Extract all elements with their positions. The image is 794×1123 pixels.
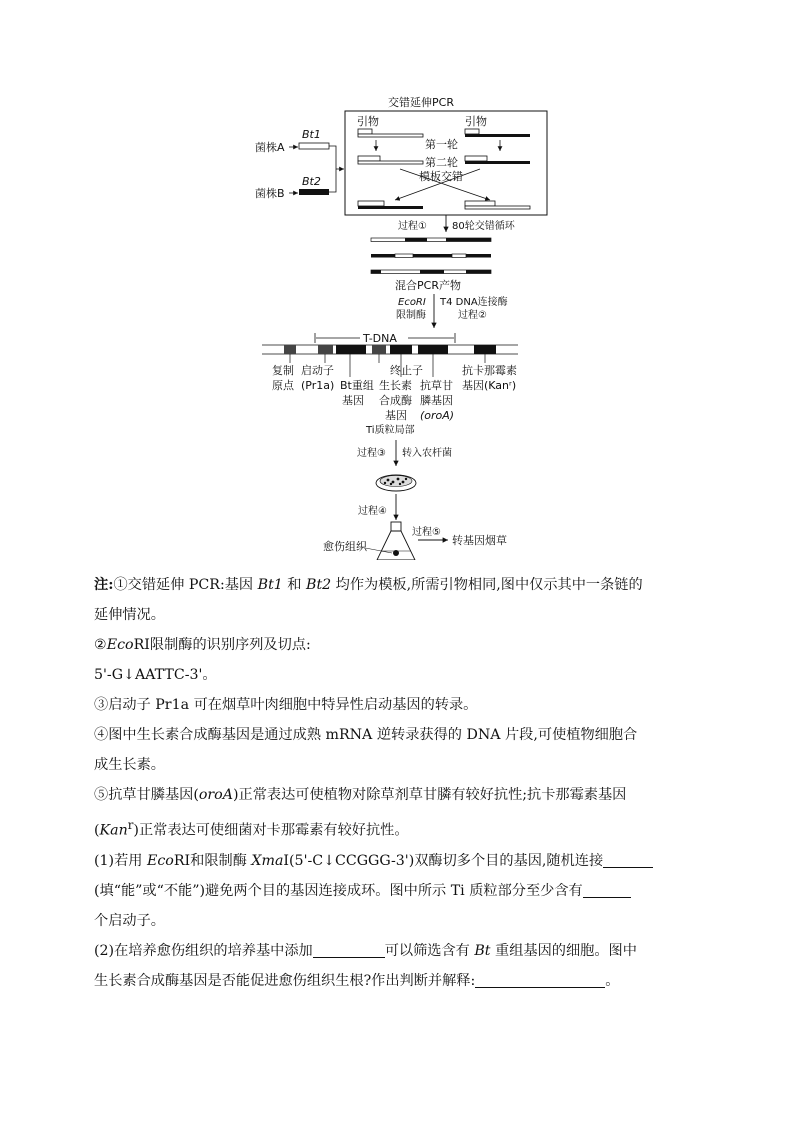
bt-gene-label-1: Bt重组 [340, 379, 374, 392]
gene-bt2-label: Bt2 [302, 175, 321, 188]
bt-gene-segment [336, 345, 366, 354]
note-4-cont: 成生长素。 [94, 757, 165, 773]
t4-ligase-label: T4 DNA连接酶 [440, 297, 508, 308]
ti-plasmid-map [262, 332, 518, 436]
question-1: (1)若用 EcoRⅠ和限制酶 XmaⅠ(5'-C↓CCGGG-3')双酶切多个目的基因,随机连接 [94, 846, 702, 876]
strain-a [255, 128, 329, 154]
pcr-box [345, 95, 547, 215]
auxin-label-1: 生长素 [379, 379, 412, 392]
note-4: ④图中生长素合成酶基因是通过成熟 mRNA 逆转录获得的 DNA 片段,可使植物细胞合 [94, 727, 638, 743]
petri-dish-icon [376, 475, 416, 491]
pcr-box-title: 交错延伸PCR [388, 96, 454, 109]
primer-label-left: 引物 [357, 115, 379, 128]
terminator-label: 终止子 [390, 364, 423, 377]
oroa-gene-segment [418, 345, 448, 354]
note-2-sequence: 5'-G↓AATTC-3'。 [94, 667, 217, 683]
glyphosate-label-3: (oroA) [420, 409, 455, 422]
gene-bt1-label: Bt1 [302, 128, 321, 141]
transform-label: 转入农杆菌 [402, 448, 452, 459]
bt-gene-label-2: 基因 [342, 394, 364, 407]
note-5-cont: (Kan$^r$)正常表达可使细菌对卡那霉素有较好抗性。 [94, 818, 409, 839]
question-1-end: 个启动子。 [94, 912, 165, 929]
note-2: ②EcoRⅠ限制酶的识别序列及切点: [94, 637, 311, 653]
process5-label: 过程⑤ [412, 527, 441, 538]
ori-segment [284, 345, 296, 354]
ori-label-1: 复制 [272, 364, 294, 377]
primer-mark [465, 129, 479, 134]
round1-label: 第一轮 [425, 138, 458, 151]
bt2-gene-bar [299, 189, 329, 195]
round2-label: 第二轮 [425, 156, 458, 169]
auxin-gene-segment [390, 345, 412, 354]
pcr-product-strands [371, 238, 491, 274]
template-switch-label: 模板交错 [419, 170, 463, 183]
transgenic-tobacco-label: 转基因烟草 [452, 534, 507, 547]
ti-plasmid-label: Ti质粒局部 [366, 425, 415, 436]
strain-b-label: 菌株B [255, 187, 285, 200]
promoter-label-2: (Pr1a) [301, 379, 335, 392]
process2-label: 过程② [458, 310, 487, 321]
flask-icon [377, 522, 415, 560]
answer-blank-1[interactable] [603, 851, 653, 868]
bt2-template-strand [465, 134, 530, 137]
restriction-enzyme-label: 限制酶 [396, 310, 426, 321]
tdna-label: T-DNA [363, 332, 397, 345]
note-3: ③启动子 Pr1a 可在烟草叶肉细胞中特异性启动基因的转录。 [94, 697, 478, 713]
experiment-diagram [0, 0, 794, 560]
kan-label-2: 基因(Kanʳ) [462, 379, 517, 392]
strain-a-label: 菌株A [255, 141, 285, 154]
bt1-template-strand [358, 134, 423, 137]
promoter-label-1: 启动子 [301, 364, 334, 377]
ecori-label: EcoRⅠ [398, 297, 426, 308]
question-1-cont: (填“能”或“不能”)避免两个目的基因连接成环。图中所示 Ti 质粒部分至少含有 [94, 876, 702, 906]
notes-section [94, 570, 702, 996]
kan-label-1: 抗卡那霉素 [462, 364, 517, 377]
note-1-cont: 延伸情况。 [94, 607, 165, 623]
mixed-product-label: 混合PCR产物 [395, 279, 461, 292]
answer-blank-4[interactable] [475, 971, 605, 988]
note-5: ⑤抗草甘膦基因(oroA)正常表达可使植物对除草剂草甘膦有较好抗性;抗卡那霉素基因 [94, 787, 627, 803]
strain-b [255, 175, 329, 200]
question-2: (2)在培养愈伤组织的培养基中添加 可以筛选含有 Bt 重组基因的细胞。图中 [94, 942, 637, 959]
note-1: 注:①交错延伸 PCR:基因 Bt1 和 Bt2 均作为模板,所需引物相同,图中仅示其中一条链的 [94, 577, 643, 593]
glyphosate-label-1: 抗草甘 [420, 379, 453, 392]
ori-label-2: 原点 [272, 379, 294, 392]
primer-label-right: 引物 [465, 115, 487, 128]
glyphosate-label-2: 膦基因 [420, 394, 453, 407]
answer-blank-2[interactable] [583, 881, 631, 898]
process1-label: 过程① [398, 221, 427, 232]
auxin-label-2: 合成酶 [379, 394, 412, 407]
process4-label: 过程④ [358, 506, 387, 517]
cycles-label: 80轮交错循环 [452, 221, 515, 232]
auxin-label-3: 基因 [385, 409, 407, 422]
promoter-segment [318, 345, 333, 354]
bt1-gene-bar [299, 143, 329, 149]
answer-blank-3[interactable] [313, 941, 385, 958]
callus-label: 愈伤组织 [323, 540, 367, 553]
kan-gene-segment [474, 345, 496, 354]
primer-mark [358, 129, 372, 134]
process3-label: 过程③ [357, 448, 386, 459]
terminator-segment [372, 345, 386, 354]
question-2-cont: 生长素合成酶基因是否能促进愈伤组织生根?作出判断并解释: 。 [94, 972, 620, 989]
